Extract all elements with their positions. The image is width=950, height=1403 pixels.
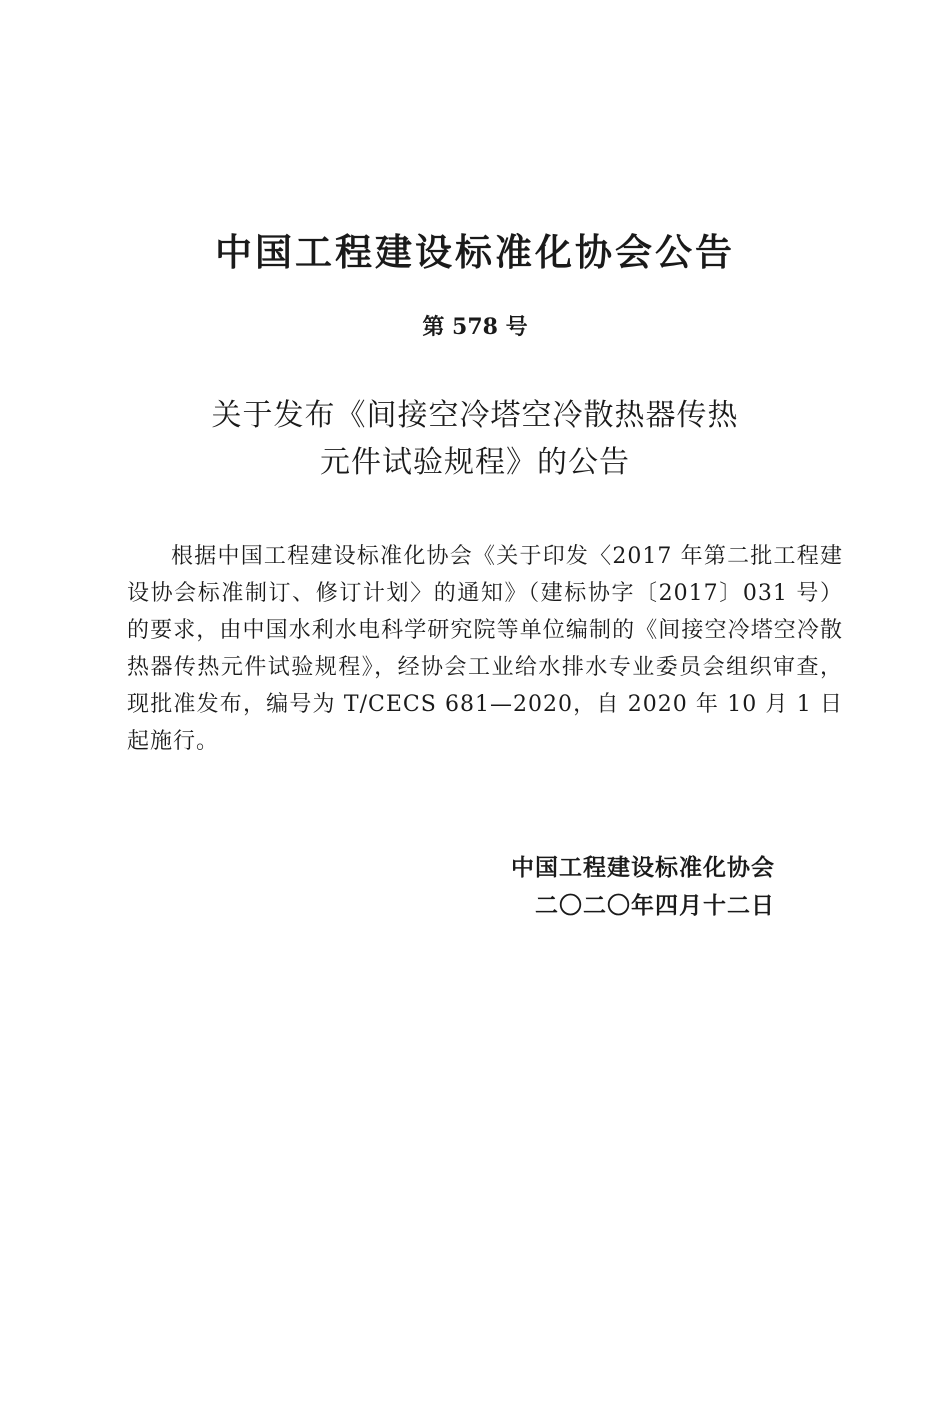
announcement-title: 中国工程建设标准化协会公告 <box>215 231 735 274</box>
announcement-number: 第 578 号 <box>422 314 528 340</box>
announcement-body: 根据中国工程建设标准化协会《关于印发〈2017 年第二批工程建设协会标准制订、修订计划〉的通知》（建标协字〔2017〕031 号）的要求，由中国水利水电科学研究院等单位编制的《间接空冷塔空冷散热器传热元件试验规程》，经协会工业给水排水专业委员会组织审查，现批准发布，编号为 T/CECS 681—2020，自 2020 年 10 月 1 日起施行。 <box>127 544 843 754</box>
announcement-subtitle-line1: 关于发布《间接空冷塔空冷散热器传热 <box>211 398 739 433</box>
announcement-subtitle-line2: 元件试验规程》的公告 <box>320 445 630 480</box>
signature-date: 二〇二〇年四月十二日 <box>535 893 775 919</box>
signature-organization: 中国工程建设标准化协会 <box>511 855 775 881</box>
